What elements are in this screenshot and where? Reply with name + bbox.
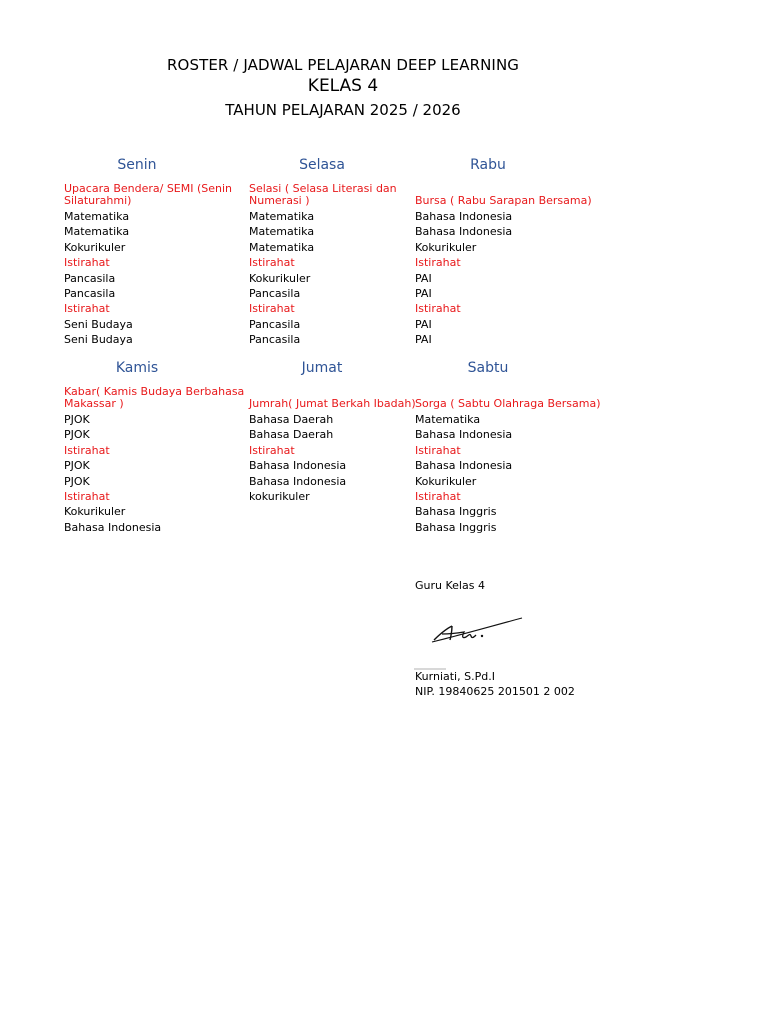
break-period: Istirahat	[415, 302, 461, 316]
lesson-item: kokurikuler	[249, 489, 310, 503]
lesson-item: PAI	[415, 333, 432, 347]
break-period: Istirahat	[249, 302, 295, 316]
lesson-item: Bahasa Indonesia	[415, 210, 513, 223]
lesson-item: Kokurikuler	[415, 240, 477, 254]
day-sabtu	[415, 360, 605, 535]
teacher-nip: NIP. 19840625 201501 2 002	[415, 685, 575, 698]
lesson-item: PAI	[415, 286, 432, 300]
day-heading: Sabtu	[467, 360, 509, 376]
lesson-item: PJOK	[64, 459, 90, 473]
lesson-item: Matematika	[64, 225, 130, 239]
class-title: KELAS 4	[307, 76, 379, 96]
lesson-list	[249, 412, 439, 504]
lesson-item: Matematika	[249, 240, 315, 254]
break-period: Istirahat	[64, 302, 110, 316]
day-heading: Selasa	[299, 157, 345, 173]
day-kamis	[64, 360, 254, 535]
lesson-item: Pancasila	[64, 286, 116, 300]
lesson-item: Kokurikuler	[64, 240, 126, 254]
lesson-item: Matematika	[64, 210, 130, 223]
day-heading: Senin	[117, 157, 157, 173]
lesson-item: Bahasa Indonesia	[64, 520, 162, 534]
lesson-item: Matematika	[249, 225, 315, 239]
teacher-name: Kurniati, S.Pd.I	[415, 670, 495, 683]
lesson-item: Pancasila	[249, 286, 301, 300]
lesson-list	[64, 209, 254, 348]
lesson-item: PJOK	[64, 474, 90, 488]
signature-role: Guru Kelas 4	[415, 579, 485, 592]
lesson-item: Bahasa Indonesia	[415, 459, 513, 473]
lesson-item: PJOK	[64, 428, 90, 442]
lesson-item: Bahasa Indonesia	[415, 225, 513, 239]
lesson-item: Matematika	[415, 413, 481, 426]
lesson-list	[415, 412, 605, 535]
lesson-item: PJOK	[64, 413, 90, 426]
opening-activity: Bursa ( Rabu Sarapan Bersama)	[415, 194, 592, 207]
break-period: Istirahat	[249, 256, 295, 270]
lesson-item: Bahasa Inggris	[415, 520, 497, 534]
break-period: Istirahat	[64, 443, 110, 457]
lesson-item: PAI	[415, 317, 432, 331]
lesson-item: PAI	[415, 271, 432, 285]
lesson-item: Bahasa Indonesia	[249, 459, 347, 473]
opening-activity: Upacara Bendera/ SEMI (Senin Silaturahmi)	[64, 182, 233, 207]
lesson-item: Bahasa Inggris	[415, 505, 497, 519]
lesson-item: Bahasa Indonesia	[415, 428, 513, 442]
lesson-list	[64, 412, 254, 535]
lesson-item: Kokurikuler	[415, 474, 477, 488]
break-period: Istirahat	[415, 489, 461, 503]
day-heading: Jumat	[301, 360, 343, 376]
lesson-item: Pancasila	[249, 317, 301, 331]
lesson-item: Seni Budaya	[64, 317, 133, 331]
break-period: Istirahat	[415, 256, 461, 270]
lesson-item: Seni Budaya	[64, 333, 133, 347]
day-heading: Rabu	[470, 157, 506, 173]
day-rabu	[415, 157, 605, 348]
break-period: Istirahat	[64, 489, 110, 503]
lesson-item: Bahasa Daerah	[249, 413, 334, 426]
day-senin	[64, 157, 254, 348]
break-period: Istirahat	[415, 443, 461, 457]
opening-activity: Kabar( Kamis Budaya Berbahasa Makassar )	[64, 385, 245, 410]
break-period: Istirahat	[64, 256, 110, 270]
day-selasa	[249, 157, 439, 348]
opening-activity: Jumrah( Jumat Berkah Ibadah)	[249, 397, 416, 410]
lesson-item: Kokurikuler	[64, 505, 126, 519]
academic-year: TAHUN PELAJARAN 2025 / 2026	[225, 101, 461, 119]
lesson-item: Pancasila	[64, 271, 116, 285]
lesson-item: Bahasa Indonesia	[249, 474, 347, 488]
lesson-list	[249, 209, 439, 348]
break-period: Istirahat	[249, 443, 295, 457]
lesson-item: Matematika	[249, 210, 315, 223]
day-heading: Kamis	[115, 360, 159, 376]
lesson-item: Kokurikuler	[249, 271, 311, 285]
lesson-item: Pancasila	[249, 333, 301, 347]
document-title: ROSTER / JADWAL PELAJARAN DEEP LEARNING	[167, 56, 519, 74]
opening-activity: Sorga ( Sabtu Olahraga Bersama)	[415, 397, 601, 410]
lesson-list	[415, 209, 605, 348]
lesson-item: Bahasa Daerah	[249, 428, 334, 442]
opening-activity: Selasi ( Selasa Literasi dan Numerasi )	[249, 182, 397, 207]
handwritten-signature	[412, 606, 532, 672]
